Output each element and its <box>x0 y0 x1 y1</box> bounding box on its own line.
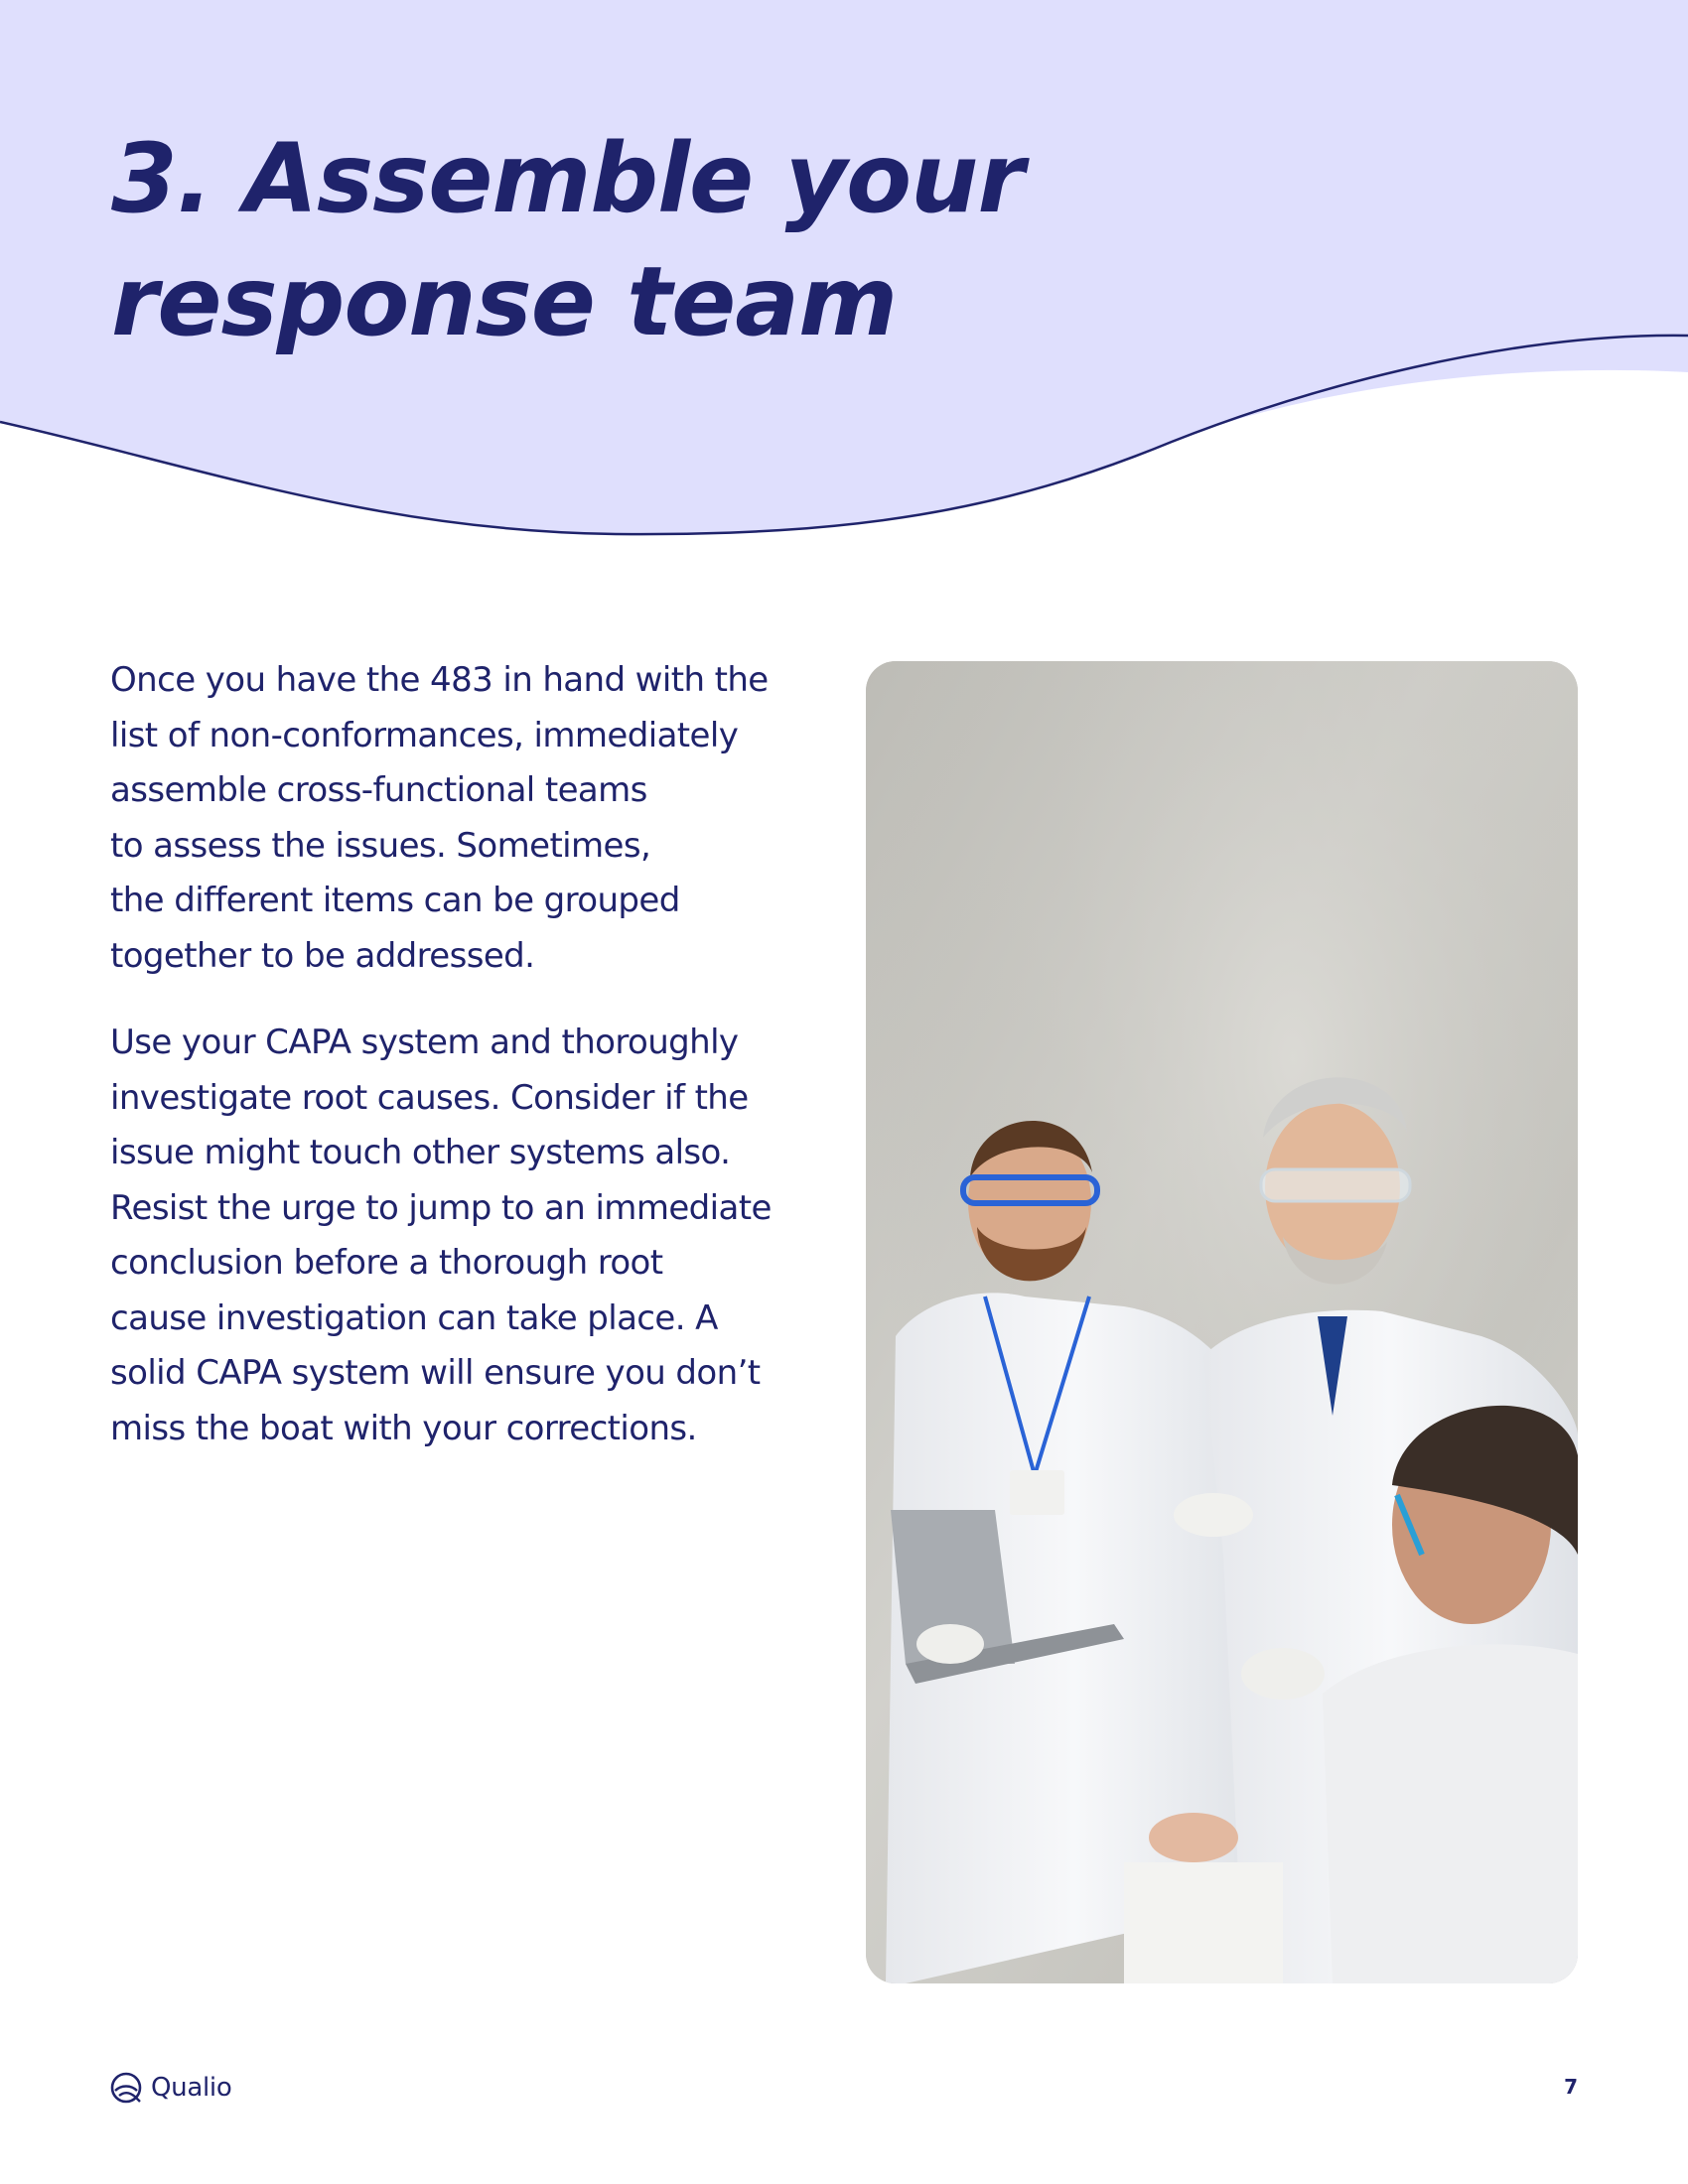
page-title-line: response team <box>111 246 898 357</box>
paragraph-capa <box>110 1016 805 1456</box>
paragraph-line: assemble cross-functional teams <box>110 770 647 810</box>
paragraph-line: Resist the urge to jump to an immediate <box>110 1187 772 1228</box>
photo-scientists <box>866 661 1578 1983</box>
paragraph-line: list of non-conformances, immediately <box>110 715 739 755</box>
paragraph-line: solid CAPA system will ensure you don’t <box>110 1353 761 1393</box>
page-number: 7 <box>1564 2075 1578 2099</box>
page-title <box>111 117 1104 363</box>
brand-name: Qualio <box>151 2073 232 2103</box>
paragraph-line: investigate root causes. Consider if the <box>110 1077 749 1118</box>
paragraph-line: issue might touch other systems also. <box>110 1133 731 1172</box>
paragraph-intro <box>110 653 805 984</box>
paragraph-line: miss the boat with your corrections. <box>110 1408 697 1448</box>
paragraph-line: together to be addressed. <box>110 935 535 976</box>
page-title-line: 3. Assemble your <box>111 123 1024 234</box>
photo-scientists-icon <box>866 661 1578 1983</box>
paragraph-line: Once you have the 483 in hand with the <box>110 660 769 700</box>
body-text <box>110 653 805 1488</box>
paragraph-line: Use your CAPA system and thoroughly <box>110 1023 739 1062</box>
footer-logo <box>109 2071 231 2105</box>
paragraph-line: cause investigation can take place. A <box>110 1297 718 1338</box>
paragraph-line: conclusion before a thorough root <box>110 1243 663 1283</box>
qualio-logo-icon <box>109 2071 143 2105</box>
paragraph-line: to assess the issues. Sometimes, <box>110 825 651 866</box>
paragraph-line: the different items can be grouped <box>110 881 680 920</box>
